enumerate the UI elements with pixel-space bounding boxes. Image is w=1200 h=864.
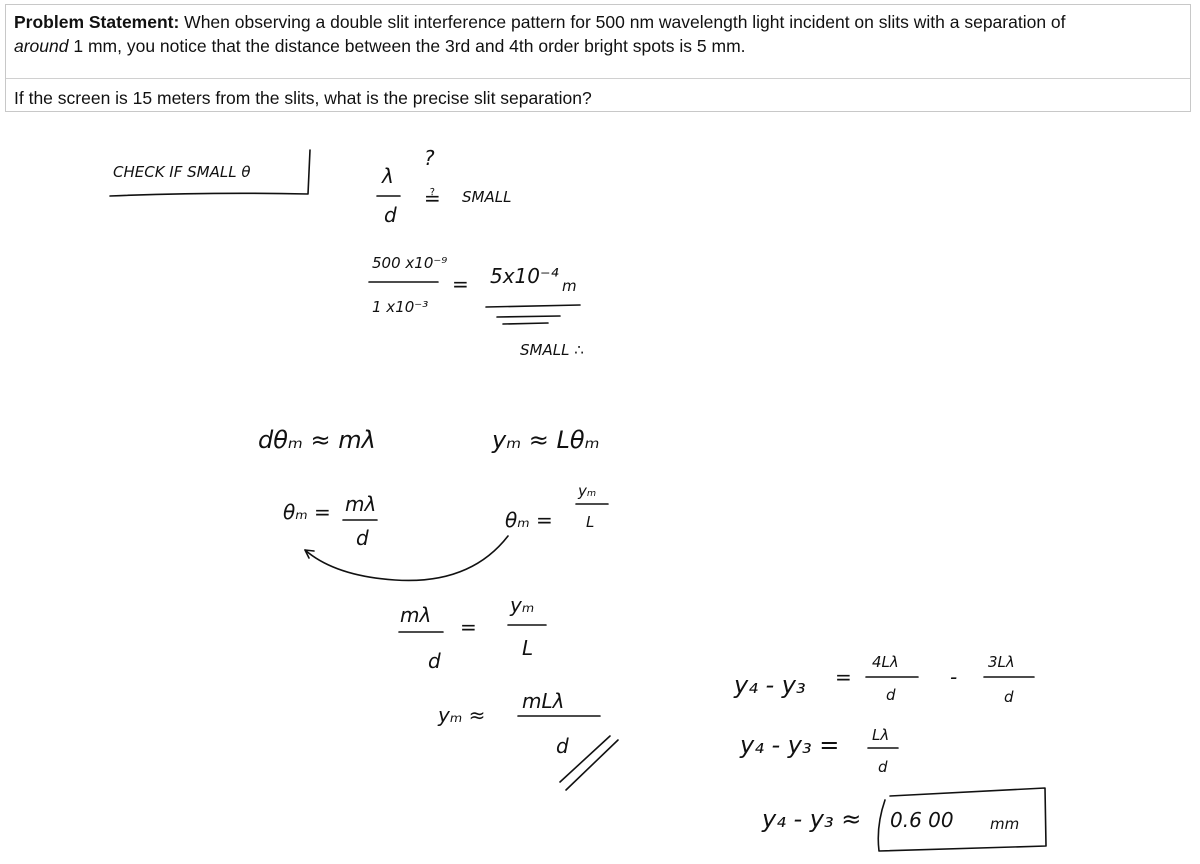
problem-question: If the screen is 15 meters from the slits, what is the precise slit separation? bbox=[14, 88, 592, 108]
theta-left-bottom: d bbox=[356, 526, 369, 550]
combine-right-top: yₘ bbox=[510, 593, 535, 617]
problem-italic-word: around bbox=[14, 36, 69, 56]
numeric-numerator: 500 x10⁻⁹ bbox=[372, 254, 448, 272]
small-conclusion: SMALL ∴ bbox=[520, 341, 584, 359]
ym-label: yₘ ≈ bbox=[438, 703, 486, 727]
combine-left-top: mλ bbox=[400, 603, 432, 627]
result-underline bbox=[486, 305, 580, 324]
diff1-minus: - bbox=[950, 665, 958, 689]
check-heading: CHECK IF SMALL θ bbox=[113, 163, 251, 181]
ratio-bottom: d bbox=[384, 203, 397, 227]
connector-arc bbox=[305, 536, 508, 580]
diff2-left: y₄ - y₃ = bbox=[740, 731, 840, 759]
diff1-eq: = bbox=[835, 665, 852, 689]
answer-unit: mm bbox=[990, 815, 1020, 833]
diff2-bottom: d bbox=[878, 758, 888, 776]
ym-top: mLλ bbox=[522, 689, 565, 713]
ratio-top: λ bbox=[382, 164, 394, 188]
question-mark: ? bbox=[424, 146, 435, 170]
problem-label: Problem Statement: bbox=[14, 12, 180, 32]
problem-line-2-text: 1 mm, you notice that the distance between the 3rd and 4th order bright spots is 5 mm. bbox=[68, 36, 746, 56]
numeric-denominator: 1 x10⁻³ bbox=[372, 298, 429, 316]
diff1-b-bottom: d bbox=[1004, 688, 1014, 706]
diff1-b-top: 3Lλ bbox=[988, 653, 1015, 671]
diff2-top: Lλ bbox=[872, 726, 890, 744]
diff1-a-bottom: d bbox=[886, 686, 896, 704]
theta-left-top: mλ bbox=[345, 492, 377, 516]
combine-right-bottom: L bbox=[522, 636, 534, 660]
ym-bottom: d bbox=[556, 734, 569, 758]
theta-right: θₘ = bbox=[505, 508, 553, 532]
answer-left: y₄ - y₃ ≈ bbox=[762, 805, 862, 833]
numeric-result: 5x10⁻⁴ bbox=[490, 264, 559, 288]
diff1-left: y₄ - y₃ bbox=[734, 671, 806, 699]
problem-line-1-text: When observing a double slit interference pattern for 500 nm wavelength light incident on slits with a separation of bbox=[179, 12, 1066, 32]
combine-left-bottom: d bbox=[428, 649, 441, 673]
answer-value: 0.6 00 bbox=[890, 808, 954, 832]
diff1-a-top: 4Lλ bbox=[872, 653, 899, 671]
small-word: SMALL bbox=[462, 188, 512, 206]
combine-eq: = bbox=[460, 615, 477, 639]
approx-equals: ≟ bbox=[424, 186, 441, 210]
numeric-result-unit: m bbox=[562, 277, 577, 295]
theta-right-top: yₘ bbox=[578, 482, 597, 500]
theta-right-bottom: L bbox=[586, 513, 595, 531]
theta-left: θₘ = bbox=[283, 500, 331, 524]
eq-screen: yₘ ≈ Lθₘ bbox=[492, 426, 600, 454]
numeric-equals: = bbox=[452, 272, 469, 296]
eq-grating: dθₘ ≈ mλ bbox=[258, 426, 376, 454]
